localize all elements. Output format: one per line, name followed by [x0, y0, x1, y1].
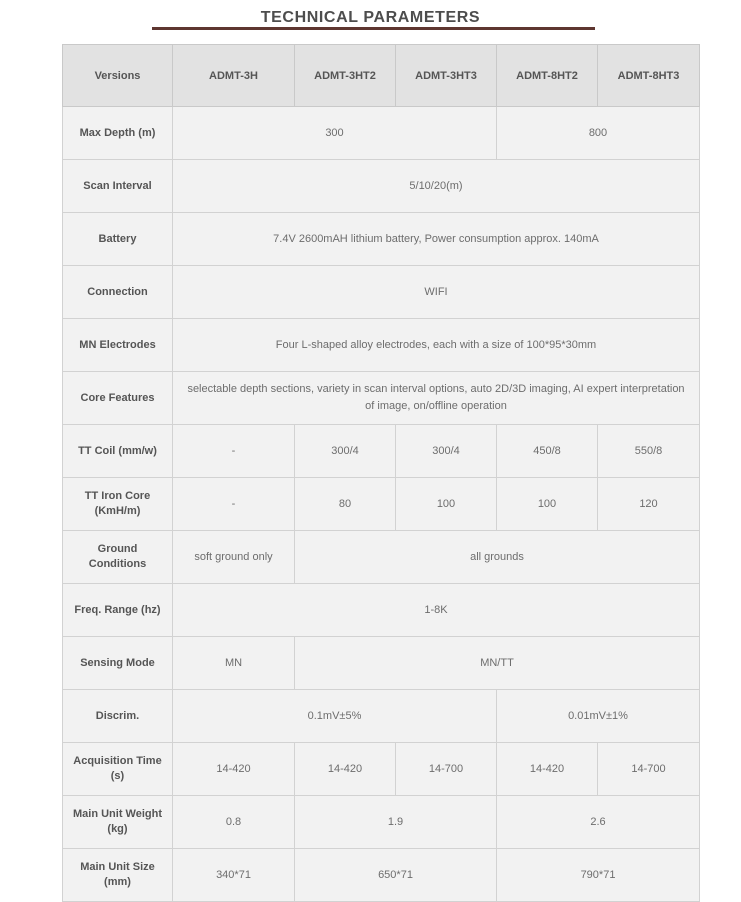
row-label-acquisition-time-s: Acquisition Time (s): [63, 743, 173, 796]
row-label-battery: Battery: [63, 213, 173, 266]
cell-value: all grounds: [295, 531, 700, 584]
page-title: TECHNICAL PARAMETERS: [260, 9, 481, 26]
table-row: [63, 478, 700, 531]
row-label-tt-iron-core-kmh-m: TT Iron Core (KmH/m): [63, 478, 173, 531]
table-row: [63, 160, 700, 213]
title-underline-rule: [152, 27, 595, 30]
cell-value: 1-8K: [173, 584, 700, 637]
table-body: [63, 107, 700, 902]
cell-value: 340*71: [173, 849, 295, 902]
column-header-versions: Versions: [63, 45, 173, 107]
table-row: [63, 584, 700, 637]
table-row: [63, 743, 700, 796]
page-title-block: [0, 8, 741, 28]
technical-parameters-table-wrapper: [62, 44, 699, 902]
cell-value: 650*71: [295, 849, 497, 902]
table-row: [63, 319, 700, 372]
cell-value: 550/8: [598, 425, 700, 478]
cell-value: -: [173, 425, 295, 478]
cell-value: 7.4V 2600mAH lithium battery, Power consumption approx. 140mA: [173, 213, 700, 266]
cell-value: 14-420: [173, 743, 295, 796]
column-header-admt-8ht3: ADMT-8HT3: [598, 45, 700, 107]
cell-value: 2.6: [497, 796, 700, 849]
column-header-admt-3h: ADMT-3H: [173, 45, 295, 107]
table-row: [63, 213, 700, 266]
row-label-max-depth-m: Max Depth (m): [63, 107, 173, 160]
cell-value: 120: [598, 478, 700, 531]
cell-value: 1.9: [295, 796, 497, 849]
cell-value: Four L-shaped alloy electrodes, each with a size of 100*95*30mm: [173, 319, 700, 372]
row-label-main-unit-size-mm: Main Unit Size (mm): [63, 849, 173, 902]
cell-value: 0.8: [173, 796, 295, 849]
row-label-mn-electrodes: MN Electrodes: [63, 319, 173, 372]
cell-value: MN: [173, 637, 295, 690]
cell-value: 100: [396, 478, 497, 531]
table-row: [63, 637, 700, 690]
cell-value: 14-420: [497, 743, 598, 796]
table-row: [63, 266, 700, 319]
table-header: [63, 45, 700, 107]
cell-value: 300/4: [295, 425, 396, 478]
cell-value: WIFI: [173, 266, 700, 319]
technical-parameters-table: [62, 44, 700, 902]
cell-value: 300/4: [396, 425, 497, 478]
column-header-admt-3ht2: ADMT-3HT2: [295, 45, 396, 107]
table-row: [63, 849, 700, 902]
cell-value: 450/8: [497, 425, 598, 478]
cell-value: 790*71: [497, 849, 700, 902]
cell-value: 80: [295, 478, 396, 531]
cell-value: 100: [497, 478, 598, 531]
table-row: [63, 796, 700, 849]
cell-value: MN/TT: [295, 637, 700, 690]
row-label-tt-coil-mm-w: TT Coil (mm/w): [63, 425, 173, 478]
row-label-sensing-mode: Sensing Mode: [63, 637, 173, 690]
row-label-core-features: Core Features: [63, 372, 173, 425]
cell-value: -: [173, 478, 295, 531]
table-row: [63, 531, 700, 584]
cell-value: 800: [497, 107, 700, 160]
table-row: [63, 690, 700, 743]
table-row: [63, 425, 700, 478]
row-label-connection: Connection: [63, 266, 173, 319]
cell-value: 300: [173, 107, 497, 160]
cell-value: 14-420: [295, 743, 396, 796]
row-label-main-unit-weight-kg: Main Unit Weight (kg): [63, 796, 173, 849]
row-label-scan-interval: Scan Interval: [63, 160, 173, 213]
table-header-row: [63, 45, 700, 107]
row-label-discrim: Discrim.: [63, 690, 173, 743]
row-label-freq-range-hz: Freq. Range (hz): [63, 584, 173, 637]
cell-value: 0.1mV±5%: [173, 690, 497, 743]
table-row: [63, 372, 700, 425]
cell-value: 14-700: [396, 743, 497, 796]
row-label-ground-conditions: Ground Conditions: [63, 531, 173, 584]
cell-value: 14-700: [598, 743, 700, 796]
cell-value: 5/10/20(m): [173, 160, 700, 213]
cell-value: 0.01mV±1%: [497, 690, 700, 743]
cell-value: soft ground only: [173, 531, 295, 584]
column-header-admt-8ht2: ADMT-8HT2: [497, 45, 598, 107]
table-row: [63, 107, 700, 160]
column-header-admt-3ht3: ADMT-3HT3: [396, 45, 497, 107]
cell-value: selectable depth sections, variety in scan interval options, auto 2D/3D imaging, AI expert interpretation of image, on/offline operation: [173, 372, 700, 425]
